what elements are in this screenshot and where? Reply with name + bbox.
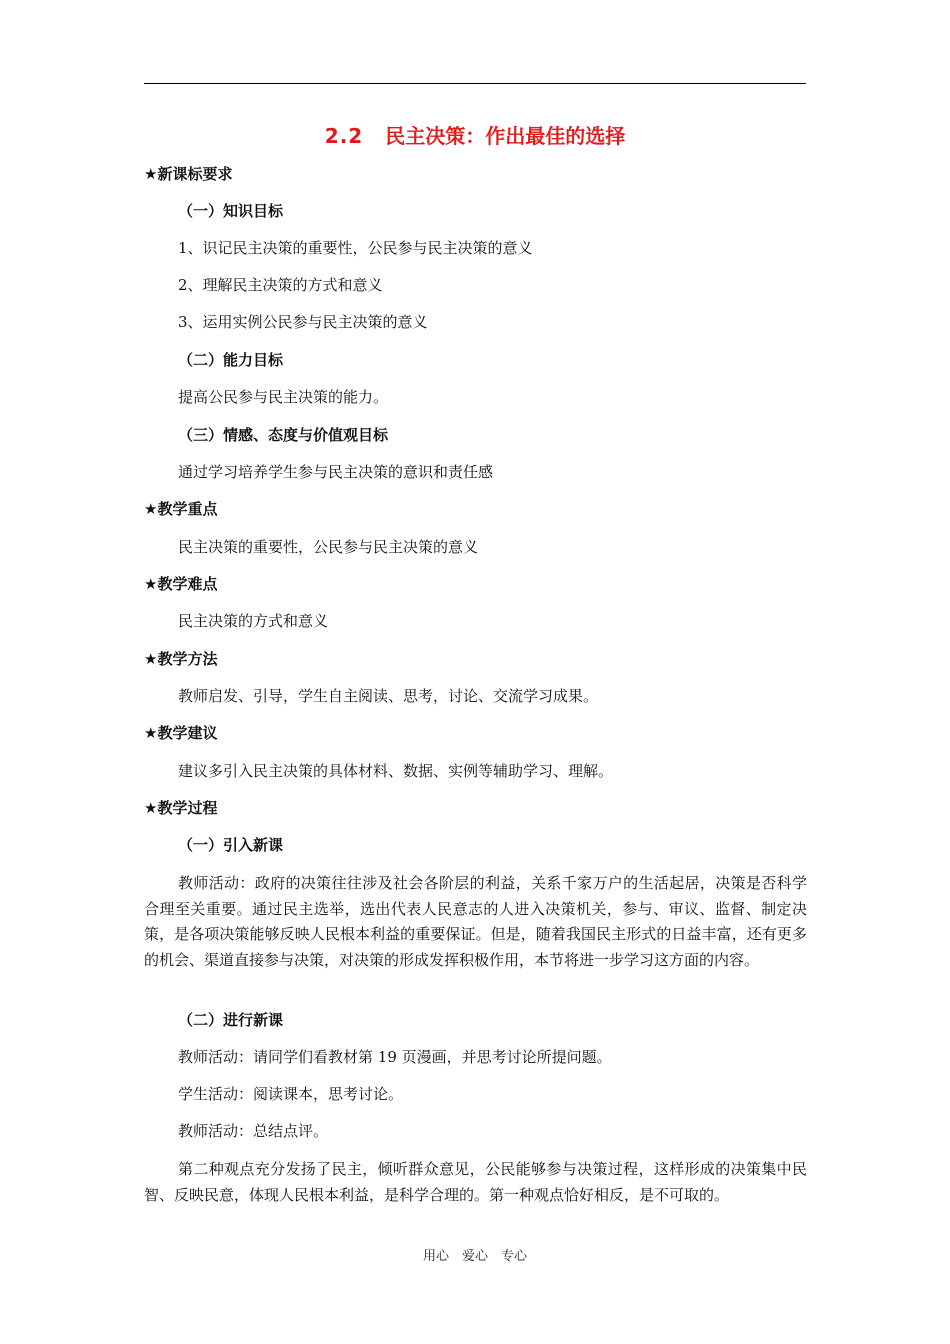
key-heading: ★教学重点	[144, 500, 218, 518]
intro-paragraph: 教师活动：政府的决策往往涉及社会各阶层的利益，关系千家万户的生活起居，决策是否科学合理至关重要。通过民主选举，选出代表人民意志的人进入决策机关，参与、审议、监督、制定决策，是各项决策能够反映人民根本利益的重要保证。但是，随着我国民主形式的日益丰富，还有更多的机会、渠道直接参与决策，对决策的形成发挥积极作用，本节将进一步学习这方面的内容。	[144, 874, 807, 969]
method-heading: ★教学方法	[144, 650, 218, 668]
teacher-activity-1: 教师活动：请同学们看教材第 19 页漫画，并思考讨论所提问题。	[178, 1048, 612, 1066]
header-rule	[144, 83, 806, 84]
difficulty-heading: ★教学难点	[144, 575, 218, 593]
knowledge-item: 3、运用实例公民参与民主决策的意义	[178, 313, 428, 331]
title-number: 2.2	[324, 124, 364, 148]
curriculum-heading: ★新课标要求	[144, 165, 233, 183]
knowledge-item: 2、理解民主决策的方式和意义	[178, 276, 383, 294]
student-activity: 学生活动：阅读课本，思考讨论。	[178, 1085, 404, 1103]
page-title	[144, 122, 806, 150]
page-footer: 用心 爱心 专心	[422, 1249, 527, 1264]
ability-heading: （二）能力目标	[178, 351, 284, 369]
knowledge-item: 1、识记民主决策的重要性，公民参与民主决策的意义	[178, 239, 533, 257]
intro-heading: （一）引入新课	[178, 836, 284, 854]
key-text: 民主决策的重要性，公民参与民主决策的意义	[178, 538, 479, 556]
suggestion-text: 建议多引入民主决策的具体材料、数据、实例等辅助学习、理解。	[178, 762, 614, 780]
knowledge-heading: （一）知识目标	[178, 202, 284, 220]
new-lesson-heading: （二）进行新课	[178, 1011, 284, 1029]
final-paragraph: 第二种观点充分发扬了民主，倾听群众意见，公民能够参与决策过程，这样形成的决策集中民智、反映民意，体现人民根本利益，是科学合理的。第一种观点恰好相反，是不可取的。	[144, 1160, 807, 1204]
emotion-heading: （三）情感、态度与价值观目标	[178, 426, 389, 444]
title-text: 民主决策：作出最佳的选择	[385, 124, 626, 148]
method-text: 教师启发、引导，学生自主阅读、思考，讨论、交流学习成果。	[178, 687, 599, 705]
emotion-text: 通过学习培养学生参与民主决策的意识和责任感	[178, 463, 494, 481]
process-heading: ★教学过程	[144, 799, 218, 817]
difficulty-text: 民主决策的方式和意义	[178, 612, 329, 630]
teacher-activity-2: 教师活动：总结点评。	[178, 1122, 329, 1140]
ability-text: 提高公民参与民主决策的能力。	[178, 388, 389, 406]
suggestion-heading: ★教学建议	[144, 724, 218, 742]
